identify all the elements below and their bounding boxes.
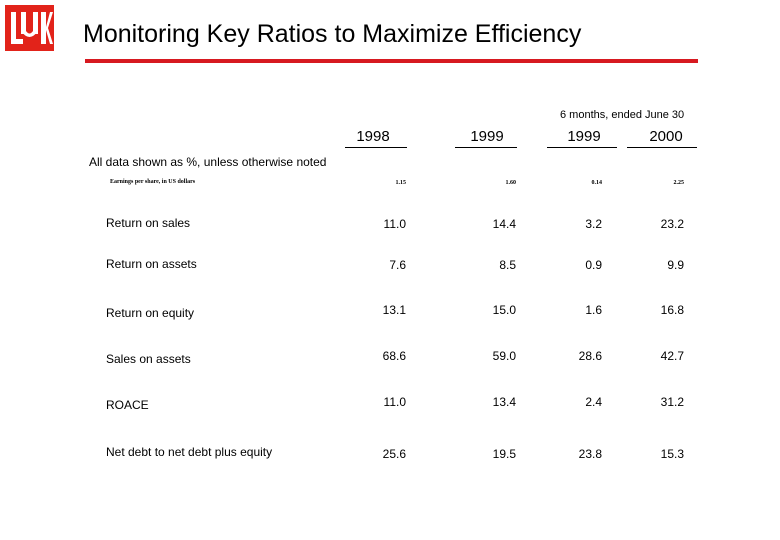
company-logo — [5, 5, 54, 51]
table-cell: 23.8 — [578, 447, 602, 461]
table-cell: 16.8 — [660, 303, 684, 317]
table-cell: 68.6 — [382, 349, 406, 363]
table-cell: 15.3 — [660, 447, 684, 461]
row-label-sales-on-assets: Sales on assets — [106, 352, 191, 366]
row-label-return-on-assets: Return on assets — [106, 257, 197, 271]
column-header-1999: 1999 — [470, 128, 504, 145]
column-header-1998: 1998 — [356, 128, 390, 145]
table-cell: 8.5 — [499, 258, 516, 272]
eps-label: Earnings per share, in US dollars — [110, 179, 196, 185]
table-cell: 19.5 — [492, 447, 516, 461]
table-cell: 13.4 — [492, 395, 516, 409]
table-cell: 25.6 — [382, 447, 406, 461]
table-cell: 28.6 — [578, 349, 602, 363]
table-cell: 42.7 — [660, 349, 684, 363]
table-cell: 11.0 — [383, 217, 406, 231]
period-note: 6 months, ended June 30 — [560, 109, 685, 121]
page-title: Monitoring Key Ratios to Maximize Efficiency — [83, 20, 582, 48]
table-cell: 59.0 — [492, 349, 516, 363]
table-cell: 31.2 — [660, 395, 684, 409]
table-cell: 2.4 — [585, 395, 602, 409]
table-cell: 11.0 — [383, 395, 406, 409]
row-label-return-on-sales: Return on sales — [106, 216, 191, 230]
table-cell: 0.9 — [585, 258, 602, 272]
row-label-roace: ROACE — [106, 398, 149, 412]
column-underline — [345, 147, 407, 148]
units-note: All data shown as %, unless otherwise noted — [89, 155, 327, 169]
table-cell: 23.2 — [660, 217, 684, 231]
eps-value: 1.60 — [505, 180, 516, 186]
column-underline — [547, 147, 617, 148]
table-cell: 15.0 — [492, 303, 516, 317]
column-header-2000: 2000 — [649, 128, 683, 145]
table-cell: 1.6 — [585, 303, 602, 317]
column-underline — [627, 147, 697, 148]
eps-value: 1.15 — [395, 180, 406, 186]
row-label-net-debt: Net debt to net debt plus equity — [106, 445, 273, 459]
eps-value: 2.25 — [673, 180, 684, 186]
table-cell: 3.2 — [585, 217, 602, 231]
table-cell: 7.6 — [389, 258, 406, 272]
logo-mark-icon — [5, 5, 54, 51]
eps-value: 0.14 — [591, 180, 602, 186]
row-label-return-on-equity: Return on equity — [106, 306, 195, 320]
column-underline — [455, 147, 517, 148]
column-header-1999-half: 1999 — [567, 128, 601, 145]
table-cell: 14.4 — [492, 217, 516, 231]
table-cell: 13.1 — [382, 303, 406, 317]
table-cell: 9.9 — [667, 258, 684, 272]
title-underline — [85, 59, 698, 63]
